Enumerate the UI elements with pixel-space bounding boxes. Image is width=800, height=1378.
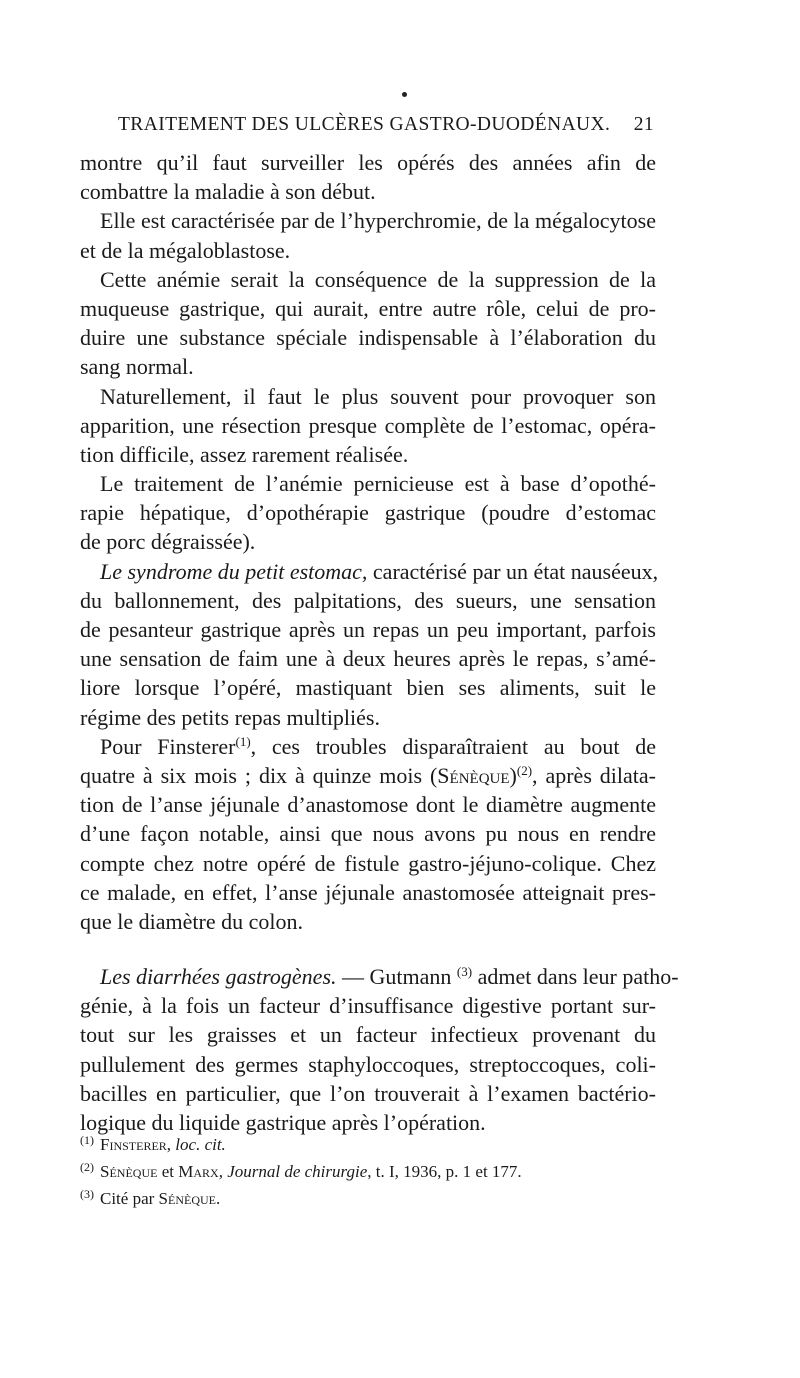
footnote-ref[interactable]: (2)	[516, 762, 533, 778]
text-line: de porc dégraissée).	[80, 529, 256, 555]
text-run: admet dans leur patho-	[472, 964, 679, 990]
author-name: Sénèque	[100, 1162, 158, 1181]
text-line: que le diamètre du colon.	[80, 908, 303, 934]
text-line: une sensation de faim une à deux heures après le repas, s’amé-	[80, 646, 656, 672]
text-run: )	[509, 762, 517, 788]
text-run: — Gutmann	[336, 964, 457, 990]
footnote-mark: (1)	[80, 1133, 94, 1147]
text-line: bacilles en particulier, que l’on trouverait à l’examen bactério-	[80, 1080, 656, 1106]
text-line	[80, 761, 656, 790]
text-run: ,	[218, 1162, 228, 1181]
text-line: liore lorsque l’opéré, mastiquant bien ses aliments, suit le	[80, 675, 656, 701]
section-lead: Les diarrhées gastrogènes.	[100, 964, 337, 990]
text-run: , t. I, 1936, p. 1 et 177.	[367, 1162, 522, 1181]
paragraph	[80, 557, 659, 732]
author-name: Finsterer	[100, 1135, 167, 1154]
text-line: pullulement des germes staphyloccoques, streptoccoques, coli-	[80, 1051, 656, 1077]
text-line: de pesanteur gastrique après un repas un peu important, parfois	[80, 617, 656, 642]
text-line: logique du liquide gastrique après l’opération.	[80, 1110, 486, 1135]
text-run: et	[157, 1162, 179, 1181]
text-line: régime des petits repas multipliés.	[80, 704, 380, 730]
paragraph	[80, 265, 656, 382]
running-title: TRAITEMENT DES ULCÈRES GASTRO-DUODÉNAUX.	[118, 114, 611, 135]
text-line: Elle est caractérisée par de l’hyperchromie, de la mégalocytose	[100, 208, 656, 234]
author-name: Marx	[178, 1162, 219, 1181]
footnotes	[80, 1129, 656, 1210]
paragraph	[80, 382, 656, 470]
text-line: tout sur les graisses et un facteur infectieux provenant du	[80, 1022, 656, 1048]
footnote-ref[interactable]: (1)	[235, 733, 251, 749]
text-line: d’une façon notable, ainsi que nous avons pu nous en rendre	[80, 821, 656, 847]
citation-italic: loc. cit.	[175, 1135, 226, 1154]
text-line: compte chez notre opéré de fistule gastro-jéjuno-colique. Chez	[80, 850, 656, 876]
footnote	[80, 1156, 656, 1183]
text-line: montre qu’il faut surveiller les opérés des années afin de	[80, 150, 656, 175]
text-line: du ballonnement, des palpitations, des sueurs, une sensation	[80, 587, 656, 613]
text-line: ce malade, en effet, l’anse jéjunale anastomosée atteignait pres-	[80, 879, 656, 905]
text-run: quatre à six mois ; dix à quinze mois (	[80, 762, 438, 788]
text-line: et de la mégaloblastose.	[80, 237, 291, 263]
text-line: duire une substance spéciale indispensable à l’élaboration du	[80, 325, 656, 351]
paragraph	[80, 469, 656, 557]
text-line: Le traitement de l’anémie pernicieuse est à base d’opothé-	[100, 471, 656, 497]
paragraph	[80, 732, 656, 936]
text-line: tion de l’anse jéjunale d’anastomose dont le diamètre augmente	[80, 792, 656, 818]
footnote	[80, 1183, 656, 1210]
text-line: tion difficile, assez rarement réalisée.	[80, 441, 409, 467]
text-run: , après dilata-	[532, 762, 656, 788]
text-line	[80, 557, 659, 586]
text-line: Naturellement, il faut le plus souvent pour provoquer son	[100, 383, 656, 409]
text-line: rapie hépatique, d’opothérapie gastrique (poudre d’estomac	[80, 500, 656, 526]
text-line	[80, 962, 679, 991]
text-line: sang normal.	[80, 354, 194, 380]
paragraph	[80, 148, 656, 206]
author-name: Sénèque	[158, 1189, 216, 1208]
text-run: caractérisé par un état nauséeux,	[367, 558, 659, 584]
text-line: muqueuse gastrique, qui aurait, entre autre rôle, celui de pro-	[80, 295, 656, 321]
paragraph	[80, 206, 656, 264]
text-run: ,	[166, 1135, 176, 1154]
running-head	[118, 114, 654, 144]
footnote	[80, 1129, 656, 1156]
text-line	[80, 732, 656, 761]
footnote-mark: (3)	[80, 1187, 94, 1201]
author-name: Sénèque	[437, 762, 510, 788]
section-lead: Le syndrome du petit estomac,	[100, 558, 368, 584]
text-line: génie, à la fois un facteur d’insuffisance digestive portant sur-	[80, 993, 656, 1019]
text-line: combattre la maladie à son début.	[80, 179, 376, 205]
text-line: Cette anémie serait la conséquence de la suppression de la	[100, 266, 656, 292]
page-number: 21	[633, 114, 654, 135]
footnote-mark: (2)	[80, 1160, 94, 1174]
text-run: .	[216, 1189, 221, 1208]
text-run: Cité par	[100, 1189, 159, 1208]
text-run: , ces troubles disparaîtraient au bout de	[250, 733, 656, 759]
body-text	[80, 148, 679, 1137]
paragraph	[80, 962, 679, 1137]
text-line: apparition, une résection presque complète de l’estomac, opéra-	[80, 412, 656, 438]
text-run: Pour Finsterer	[100, 733, 236, 759]
section-gap	[80, 936, 656, 962]
footnote-ref[interactable]: (3)	[456, 964, 473, 980]
journal-title: Journal de chirurgie	[227, 1162, 368, 1181]
print-dot	[402, 92, 407, 97]
